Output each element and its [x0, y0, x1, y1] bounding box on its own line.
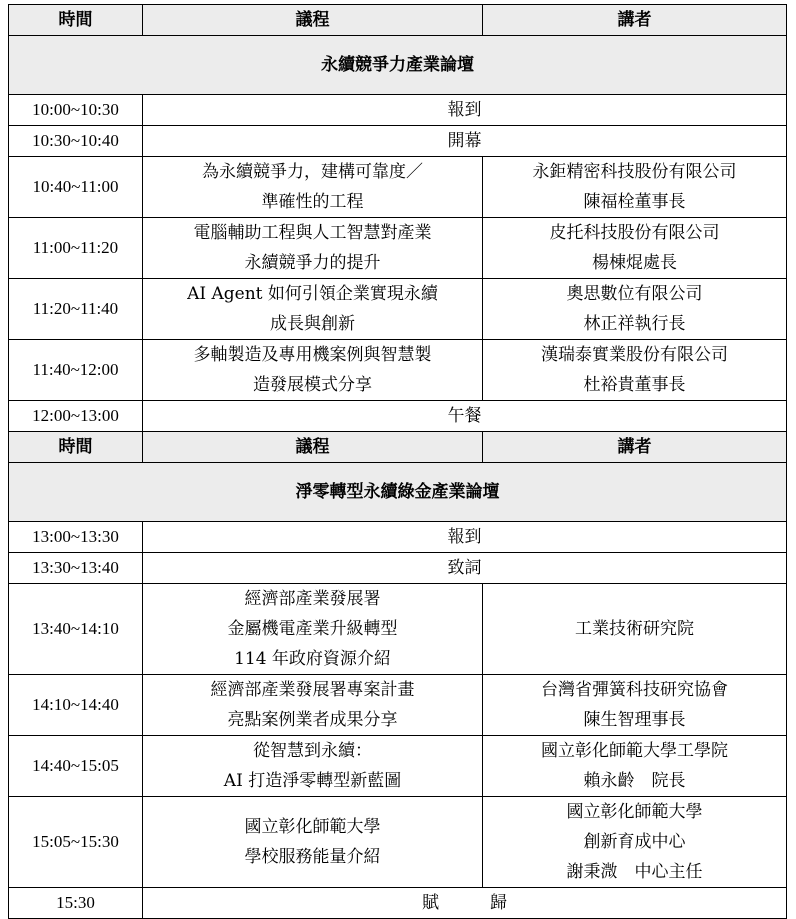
speaker-cell-line: 國立彰化師範大學工學院 [541, 741, 728, 761]
speaker-cell-line: 漢瑞泰實業股份有限公司 [541, 345, 728, 365]
forum-title-row [9, 463, 787, 522]
time-cell-text: 10:00~10:30 [32, 100, 119, 119]
header-speaker [483, 5, 787, 36]
speaker-cell-line: 陳福栓董事長 [583, 192, 686, 212]
time-cell [9, 95, 143, 126]
schedule-row [9, 218, 787, 279]
speaker-cell [483, 279, 787, 340]
agenda-cell-line: 從智慧到永續： [253, 741, 372, 761]
time-cell-text: 13:30~13:40 [32, 558, 119, 577]
speaker-cell-line: 奧思數位有限公司 [566, 284, 703, 304]
speaker-cell [483, 340, 787, 401]
agenda-cell-line: 成長與創新 [270, 314, 355, 334]
forum-title-text: 永續競爭力產業論壇 [321, 55, 474, 75]
agenda-cell-line: 電腦輔助工程與人工智慧對產業 [193, 223, 432, 243]
schedule-row [9, 522, 787, 553]
header-time [9, 5, 143, 36]
speaker-cell-line: 杜裕貴董事長 [583, 375, 686, 395]
forum-title-row [9, 36, 787, 95]
header-row [9, 432, 787, 463]
schedule-row [9, 157, 787, 218]
speaker-cell-line: 皮托科技股份有限公司 [549, 223, 720, 243]
schedule-row [9, 95, 787, 126]
agenda-cell [143, 340, 483, 401]
agenda-cell [143, 584, 483, 675]
header-speaker-text: 講者 [617, 10, 652, 30]
time-cell-text: 11:40~12:00 [32, 360, 119, 379]
time-cell [9, 797, 143, 888]
agenda-cell-line: 造發展模式分享 [253, 375, 372, 395]
time-cell-text: 10:40~11:00 [32, 177, 119, 196]
time-cell-text: 10:30~10:40 [32, 131, 119, 150]
agenda-cell-line: 多軸製造及專用機案例與智慧製 [193, 345, 432, 365]
header-time-text: 時間 [58, 10, 93, 30]
agenda-cell [143, 797, 483, 888]
speaker-cell-line: 賴永齡 院長 [583, 771, 686, 791]
time-cell-text: 13:00~13:30 [32, 527, 119, 546]
agenda-cell-line: AI 打造淨零轉型新藍圖 [223, 771, 402, 791]
speaker-cell [483, 797, 787, 888]
time-cell [9, 522, 143, 553]
time-cell-text: 12:00~13:00 [32, 406, 119, 425]
agenda-cell-line: 開幕 [447, 131, 482, 151]
time-cell [9, 157, 143, 218]
speaker-cell-line: 楊棟焜處長 [592, 253, 677, 273]
agenda-cell-line: 金屬機電產業升級轉型 [227, 619, 398, 639]
header-speaker [483, 432, 787, 463]
schedule-row [9, 340, 787, 401]
time-cell-text: 11:00~11:20 [32, 238, 119, 257]
header-speaker-text: 講者 [617, 437, 652, 457]
agenda-cell [143, 888, 787, 919]
speaker-cell [483, 157, 787, 218]
schedule-row [9, 553, 787, 584]
time-cell-text: 15:05~15:30 [32, 832, 119, 851]
agenda-cell [143, 401, 787, 432]
schedule-row [9, 279, 787, 340]
header-agenda [143, 432, 483, 463]
header-agenda [143, 5, 483, 36]
time-cell-text: 14:40~15:05 [32, 756, 119, 775]
time-cell-text: 13:40~14:10 [32, 619, 119, 638]
header-row [9, 5, 787, 36]
time-cell-text: 11:20~11:40 [32, 299, 119, 318]
agenda-cell-line: 114 年政府資源介紹 [234, 649, 391, 669]
agenda-cell-line: 學校服務能量介紹 [244, 847, 381, 867]
agenda-cell [143, 736, 483, 797]
agenda-cell [143, 157, 483, 218]
agenda-cell-line: 午餐 [447, 406, 482, 426]
header-agenda-text: 議程 [295, 10, 330, 30]
time-cell-text: 14:10~14:40 [32, 695, 119, 714]
time-cell [9, 279, 143, 340]
header-agenda-text: 議程 [295, 437, 330, 457]
agenda-cell-line: 為永續競爭力，建構可靠度／ [202, 162, 423, 182]
forum-title [9, 463, 787, 522]
time-cell [9, 736, 143, 797]
speaker-cell [483, 736, 787, 797]
speaker-cell [483, 584, 787, 675]
time-cell [9, 126, 143, 157]
speaker-cell-line: 林正祥執行長 [583, 314, 686, 334]
agenda-cell-line: AI Agent 如何引領企業實現永續 [187, 284, 438, 304]
agenda-cell-line: 經濟部產業發展署專案計畫 [210, 680, 415, 700]
speaker-cell-line: 工業技術研究院 [575, 619, 694, 639]
agenda-cell [143, 279, 483, 340]
speaker-cell [483, 675, 787, 736]
time-cell [9, 218, 143, 279]
schedule-row [9, 736, 787, 797]
agenda-cell [143, 218, 483, 279]
agenda-cell [143, 126, 787, 157]
header-time [9, 432, 143, 463]
agenda-cell [143, 95, 787, 126]
agenda-cell [143, 675, 483, 736]
schedule-row [9, 401, 787, 432]
agenda-cell-line: 致詞 [447, 558, 482, 578]
agenda-cell-line: 永續競爭力的提升 [244, 253, 381, 273]
speaker-cell-line: 謝秉溦 中心主任 [566, 862, 703, 882]
schedule-row [9, 126, 787, 157]
schedule-row [9, 675, 787, 736]
header-time-text: 時間 [58, 437, 93, 457]
agenda-cell [143, 522, 787, 553]
time-cell [9, 553, 143, 584]
speaker-cell-line: 台灣省彈簧科技研究協會 [541, 680, 728, 700]
agenda-cell-line: 國立彰化師範大學 [244, 817, 381, 837]
time-cell [9, 401, 143, 432]
agenda-cell-line: 報到 [447, 100, 482, 120]
agenda-cell [143, 553, 787, 584]
agenda-cell-line: 經濟部產業發展署 [244, 589, 381, 609]
speaker-cell-line: 陳生智理事長 [583, 710, 686, 730]
speaker-cell [483, 218, 787, 279]
time-cell-text: 15:30 [56, 893, 95, 912]
agenda-table [8, 4, 787, 919]
forum-title-text: 淨零轉型永續綠金產業論壇 [295, 482, 500, 502]
forum-title [9, 36, 787, 95]
agenda-cell-line: 報到 [447, 527, 482, 547]
schedule-row [9, 584, 787, 675]
time-cell [9, 584, 143, 675]
time-cell [9, 888, 143, 919]
time-cell [9, 675, 143, 736]
speaker-cell-line: 國立彰化師範大學 [566, 802, 703, 822]
schedule-row [9, 797, 787, 888]
speaker-cell-line: 永鉅精密科技股份有限公司 [532, 162, 737, 182]
agenda-cell-line: 準確性的工程 [261, 192, 364, 212]
agenda-cell-line: 賦 歸 [422, 893, 507, 913]
schedule-row [9, 888, 787, 919]
time-cell [9, 340, 143, 401]
agenda-cell-line: 亮點案例業者成果分享 [227, 710, 398, 730]
speaker-cell-line: 創新育成中心 [583, 832, 686, 852]
